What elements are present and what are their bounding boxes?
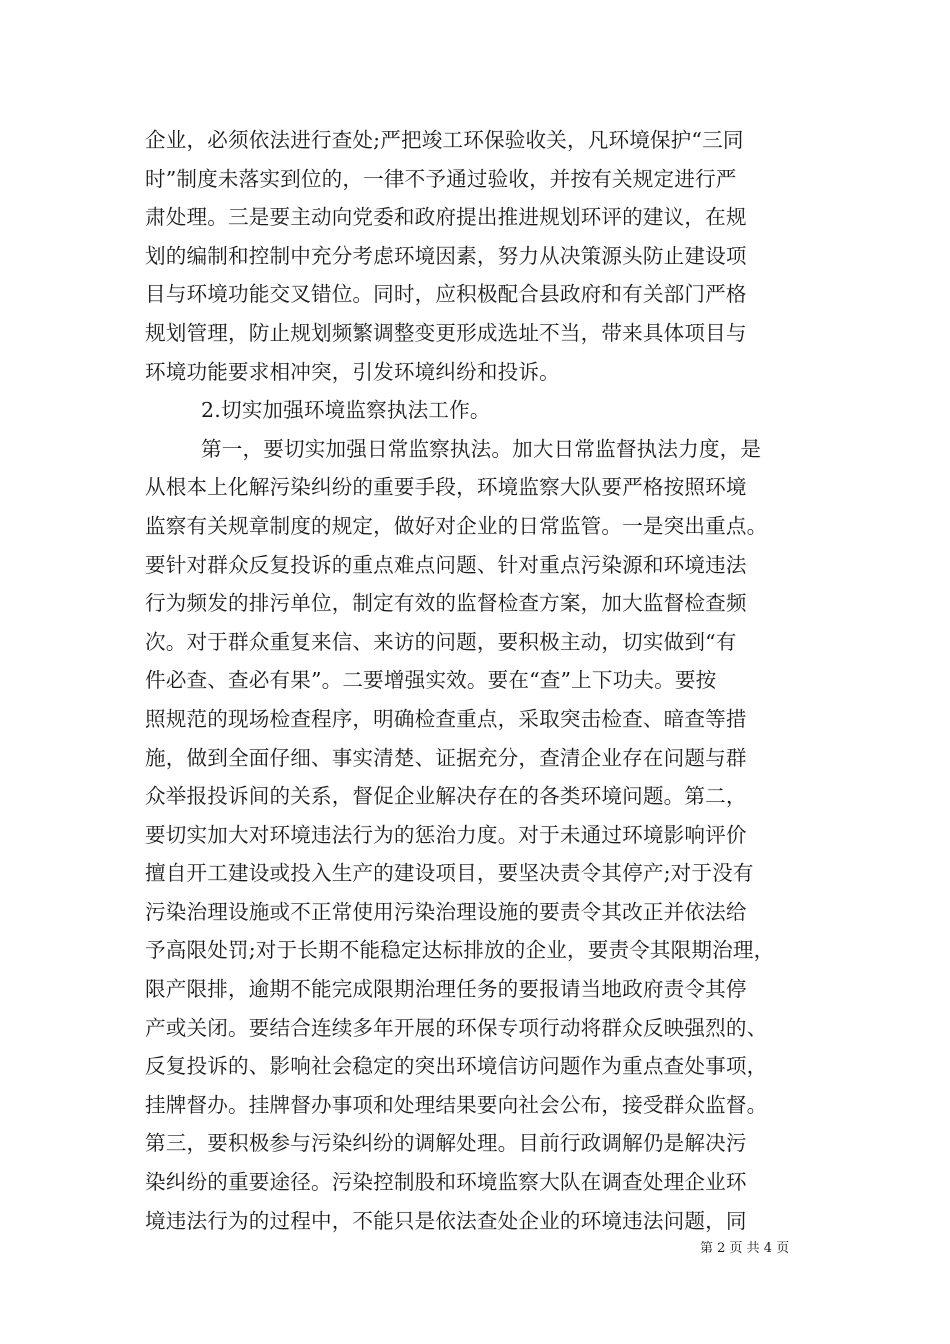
text-line: 目与环境功能交叉错位。同时，应积极配合县政府和有关部门严格 xyxy=(145,282,747,307)
text-line: 擅自开工建设或投入生产的建设项目，要坚决责令其停产;对于没有 xyxy=(145,861,754,886)
text-line: 要针对群众反复投诉的重点难点问题、针对重点污染源和环境违法 xyxy=(145,552,747,577)
section-heading: 2.切实加强环境监察执法工作。 xyxy=(201,398,491,423)
text-line: 反复投诉的、影响社会稳定的突出环境信访问题作为重点查处事项， xyxy=(145,1054,768,1079)
page-number-footer: 第 2 页 共 4 页 xyxy=(700,1241,790,1256)
text-line: 污染治理设施或不正常使用污染治理设施的要责令其改正并依法给 xyxy=(145,899,747,924)
text-line: 施，做到全面仔细、事实清楚、证据充分，查清企业存在问题与群 xyxy=(145,745,747,770)
text-line: 规划管理，防止规划频繁调整变更形成选址不当，带来具体项目与 xyxy=(145,320,747,345)
text-line: 予高限处罚;对于长期不能稳定达标排放的企业，要责令其限期治理， xyxy=(145,938,775,963)
document-body xyxy=(145,121,810,1240)
text-line: 件必查、查必有果”。二要增强实效。要在“查”上下功夫。要按 xyxy=(145,668,717,693)
text-line: 肃处理。三是要主动向党委和政府提出推进规划环评的建议，在规 xyxy=(145,205,747,230)
text-line: 照规范的现场检查程序，明确检查重点，采取突击检查、暗查等措 xyxy=(145,706,747,731)
text-line: 从根本上化解污染纠纷的重要手段，环境监察大队要严格按照环境 xyxy=(145,475,747,500)
text-line: 产或关闭。要结合连续多年开展的环保专项行动将群众反映强烈的、 xyxy=(145,1015,768,1040)
text-line: 环境功能要求相冲突，引发环境纠纷和投诉。 xyxy=(145,359,560,384)
text-line: 划的编制和控制中充分考虑环境因素，努力从决策源头防止建设项 xyxy=(145,243,747,268)
text-line: 次。对于群众重复来信、来访的问题，要积极主动，切实做到“有 xyxy=(145,629,737,654)
text-line: 行为频发的排污单位，制定有效的监督检查方案，加大监督检查频 xyxy=(145,591,747,616)
text-line: 限产限排，逾期不能完成限期治理任务的要报请当地政府责令其停 xyxy=(145,977,747,1002)
paragraph-start-line: 第一，要切实加强日常监察执法。加大日常监督执法力度，是 xyxy=(201,436,762,461)
text-line: 要切实加大对环境违法行为的惩治力度。对于未通过环境影响评价 xyxy=(145,822,747,847)
text-line: 第三，要积极参与污染纠纷的调解处理。目前行政调解仍是解决污 xyxy=(145,1131,747,1156)
text-line: 挂牌督办。挂牌督办事项和处理结果要向社会公布，接受群众监督。 xyxy=(145,1092,768,1117)
text-line: 企业，必须依法进行查处;严把竣工环保验收关，凡环境保护“三同 xyxy=(145,128,744,152)
text-line: 监察有关规章制度的规定，做好对企业的日常监管。一是突出重点。 xyxy=(145,513,768,538)
text-line: 众举报投诉间的关系，督促企业解决存在的各类环境问题。第二， xyxy=(145,784,747,809)
text-line: 时”制度未落实到位的，一律不予通过验收，并按有关规定进行严 xyxy=(145,166,737,191)
text-line: 境违法行为的过程中，不能只是依法查处企业的环境违法问题，同 xyxy=(145,1208,747,1233)
text-line: 染纠纷的重要途径。污染控制股和环境监察大队在调查处理企业环 xyxy=(145,1170,747,1195)
